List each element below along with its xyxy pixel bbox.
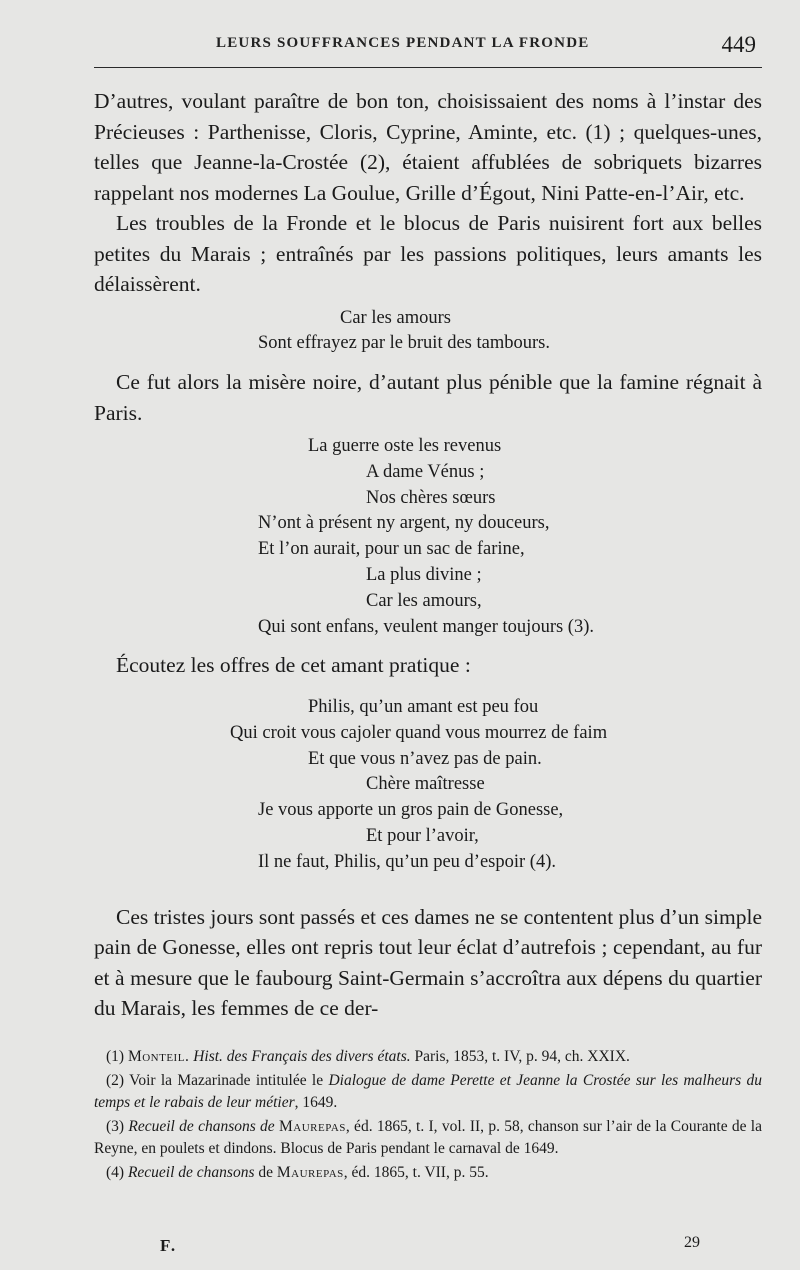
verse-quote-1	[94, 306, 762, 358]
footnote-marker: (1)	[106, 1048, 125, 1065]
footnote-title: Recueil de chansons de	[128, 1118, 275, 1135]
footnote-1	[94, 1046, 762, 1068]
header-rule	[94, 67, 762, 68]
footnote-author: Monteil.	[127, 1048, 190, 1065]
footnote-title: Hist. des Français des divers états.	[193, 1048, 411, 1065]
verse-line: Car les amours	[340, 307, 451, 328]
footnote-author: Maurepas	[276, 1164, 344, 1181]
verse-line: Sont effrayez par le bruit des tambours.	[258, 333, 550, 354]
verse-line: Chère maîtresse	[366, 774, 485, 795]
footnote-marker: (3)	[106, 1118, 125, 1135]
main-text	[94, 86, 762, 1024]
verse-line: N’ont à présent ny argent, ny douceurs,	[258, 513, 550, 534]
footnote-title: Recueil de chansons	[127, 1164, 255, 1181]
paragraph-1: D’autres, voulant paraître de bon ton, choisissaient des noms à l’instar des Précieuses : Parthenisse, Cloris, Cyprine, Aminte, etc. (1) ; quelques-unes, telles que Jeanne-la-Crostée (2), étaient affublées de sobriquets bizarres rappelant nos modernes La Goulue, Grille d’Égout, Nini Patte-en-l’Air, etc.	[94, 89, 762, 205]
footnote-title: Dialogue de dame Perette et Jeanne la Crostée sur les malheurs du temps et le rabais de leur métier	[94, 1072, 762, 1111]
footnotes	[94, 1046, 762, 1186]
running-title: LEURS SOUFFRANCES PENDANT LA FRONDE	[216, 35, 590, 51]
footnote-lead: de	[258, 1164, 274, 1181]
footnote-3	[94, 1116, 762, 1160]
running-head	[94, 30, 760, 60]
verse-line: La plus divine ;	[366, 565, 482, 586]
paragraph-3: Ce fut alors la misère noire, d’autant plus pénible que la famine régnait à Paris.	[94, 370, 762, 425]
footnote-2	[94, 1070, 762, 1114]
footnote-marker: (4)	[106, 1164, 125, 1181]
verse-line: Qui sont enfans, veulent manger toujours (3).	[258, 616, 595, 637]
footnote-rest: , éd. 1865, t. VII, p. 55.	[343, 1164, 489, 1181]
verse-line: A dame Vénus ;	[366, 461, 485, 482]
verse-line: La guerre oste les revenus	[308, 436, 502, 457]
verse-line: Je vous apporte un gros pain de Gonesse,	[258, 800, 564, 821]
verse-line: Philis, qu’un amant est peu fou	[308, 696, 539, 717]
verse-line: Car les amours,	[366, 590, 482, 611]
verse-line: Et que vous n’avez pas de pain.	[308, 748, 542, 769]
footnote-lead: Voir la Mazarinade intitulée le	[129, 1072, 324, 1089]
footnote-rest: Paris, 1853, t. IV, p. 94, ch. XXIX.	[414, 1048, 630, 1065]
footnote-author: Maurepas	[278, 1118, 346, 1135]
footnote-marker: (2)	[106, 1072, 125, 1089]
footnote-rest: , éd. 1865, t. I, vol. II, p. 58, chanson sur l’air de la Courante de la Reyne, en poulets et dindons. Blocus de Paris pendant le carnaval de 1649.	[94, 1118, 762, 1157]
spacer	[94, 886, 762, 902]
verse-line: Et pour l’avoir,	[366, 825, 479, 846]
verse-line: Nos chères sœurs	[366, 487, 496, 508]
printer-signature: F.	[160, 1236, 178, 1255]
footnote-rest: , 1649.	[294, 1094, 338, 1111]
verse-line: Et l’on aurait, pour un sac de farine,	[258, 539, 525, 560]
verse-quote-2	[94, 434, 762, 640]
paragraph-2: Les troubles de la Fronde et le blocus de Paris nuisirent fort aux belles petites du Marais ; entraînés par les passions politiques, leurs amants les délaissèrent.	[94, 211, 762, 296]
paragraph-4: Écoutez les offres de cet amant pratique :	[116, 653, 471, 678]
sheet-number: 29	[684, 1234, 700, 1251]
verse-quote-3	[94, 695, 762, 876]
verse-line: Il ne faut, Philis, qu’un peu d’espoir (4).	[258, 851, 556, 872]
paragraph-5: Ces tristes jours sont passés et ces dames ne se contentent plus d’un simple pain de Gonesse, elles ont repris tout leur éclat d’autrefois ; cependant, au fur et à mesure que le faubourg Saint-Germain s’accroîtra aux dépens du quartier du Marais, les femmes de ce der-	[94, 904, 762, 1021]
verse-line: Qui croit vous cajoler quand vous mourrez de faim	[230, 722, 608, 743]
footnote-4	[94, 1162, 762, 1184]
page-number: 449	[721, 32, 756, 57]
